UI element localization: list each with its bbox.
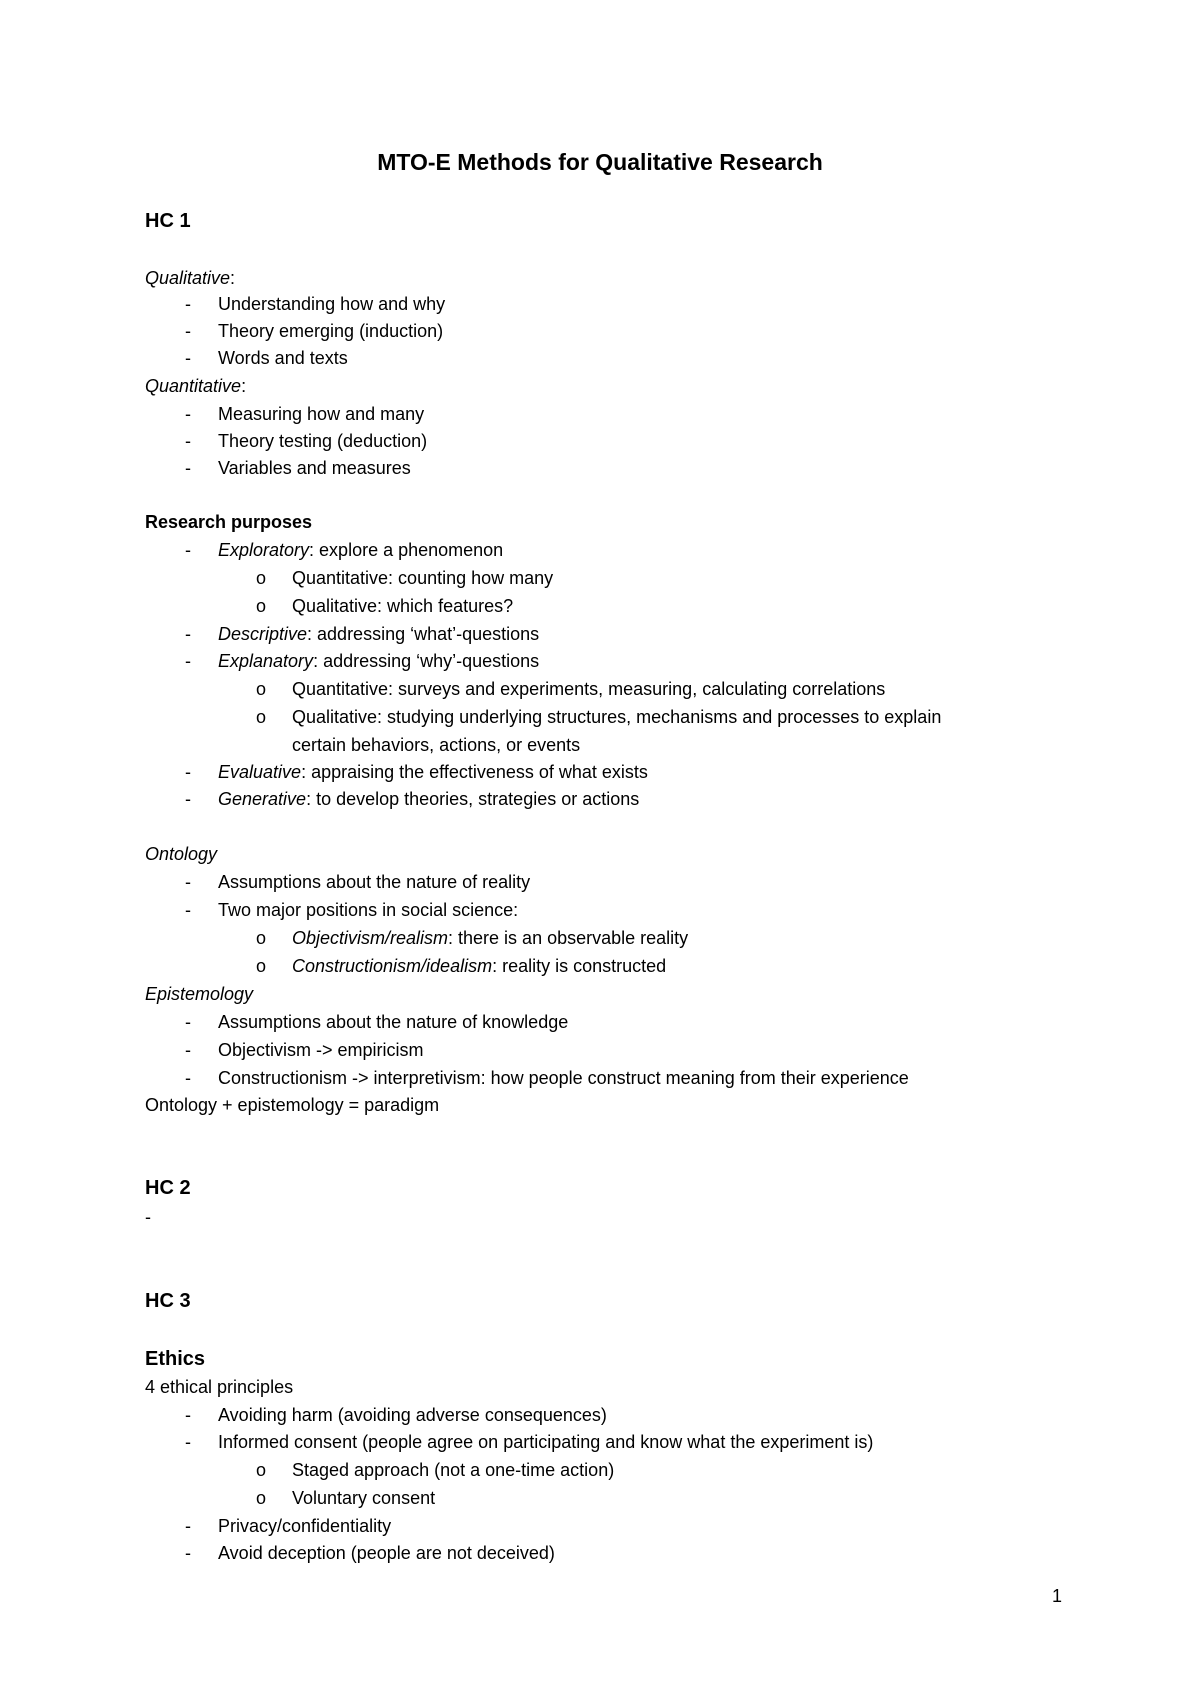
list-item: - Assumptions about the nature of knowledge <box>185 1012 569 1032</box>
list-item: - Measuring how and many <box>185 404 425 424</box>
list-item: - Objectivism -> empiricism <box>185 1040 424 1060</box>
paradigm-summary: Ontology + epistemology = paradigm <box>145 1095 440 1115</box>
list-item: - Assumptions about the nature of reality <box>185 872 531 892</box>
research-purposes-heading: Research purposes <box>145 512 313 532</box>
sub-list-item: o Constructionism/idealism: reality is constructed <box>256 956 667 976</box>
list-item: - Privacy/confidentiality <box>185 1516 392 1536</box>
list-item: - Constructionism -> interpretivism: how people construct meaning from their experience <box>185 1068 909 1088</box>
list-item: - Exploratory: explore a phenomenon <box>185 540 504 560</box>
sub-list-item-continuation: certain behaviors, actions, or events <box>292 735 581 755</box>
section-heading-hc3: HC 3 <box>145 1290 191 1312</box>
list-item: - Theory emerging (induction) <box>185 321 444 341</box>
list-item: - Words and texts <box>185 348 348 368</box>
list-item: - Variables and measures <box>185 458 411 478</box>
section-heading-hc1: HC 1 <box>145 210 191 232</box>
sub-list-item: o Quantitative: counting how many <box>256 568 554 588</box>
list-item: - Two major positions in social science: <box>185 900 519 920</box>
quantitative-label: Quantitative: <box>145 376 247 396</box>
ontology-label: Ontology <box>145 844 218 864</box>
ethics-heading: Ethics <box>145 1348 206 1370</box>
list-item: - Avoid deception (people are not deceived) <box>185 1543 555 1563</box>
principles-label: 4 ethical principles <box>145 1377 294 1397</box>
qualitative-label: Qualitative: <box>145 268 236 288</box>
section-heading-hc2: HC 2 <box>145 1177 191 1199</box>
page-number: 1 <box>1052 1586 1063 1606</box>
list-item: - Explanatory: addressing ‘why’-questions <box>185 651 540 671</box>
list-item: - Evaluative: appraising the effectiveness of what exists <box>185 762 648 782</box>
sub-list-item: o Qualitative: which features? <box>256 596 514 616</box>
list-item: - Theory testing (deduction) <box>185 431 428 451</box>
sub-list-item: o Qualitative: studying underlying structures, mechanisms and processes to explain <box>256 707 942 727</box>
sub-list-item: o Voluntary consent <box>256 1488 436 1508</box>
document-title: MTO-E Methods for Qualitative Research <box>377 149 823 175</box>
hc2-content: - <box>145 1207 151 1227</box>
list-item: - Understanding how and why <box>185 294 446 314</box>
sub-list-item: o Quantitative: surveys and experiments, measuring, calculating correlations <box>256 679 886 699</box>
list-item: - Informed consent (people agree on participating and know what the experiment is) <box>185 1432 874 1452</box>
list-item: - Generative: to develop theories, strategies or actions <box>185 789 640 809</box>
sub-list-item: o Objectivism/realism: there is an observable reality <box>256 928 689 948</box>
epistemology-label: Epistemology <box>145 984 254 1004</box>
list-item: - Avoiding harm (avoiding adverse consequences) <box>185 1405 607 1425</box>
list-item: - Descriptive: addressing ‘what’-questions <box>185 624 540 644</box>
sub-list-item: o Staged approach (not a one-time action) <box>256 1460 615 1480</box>
